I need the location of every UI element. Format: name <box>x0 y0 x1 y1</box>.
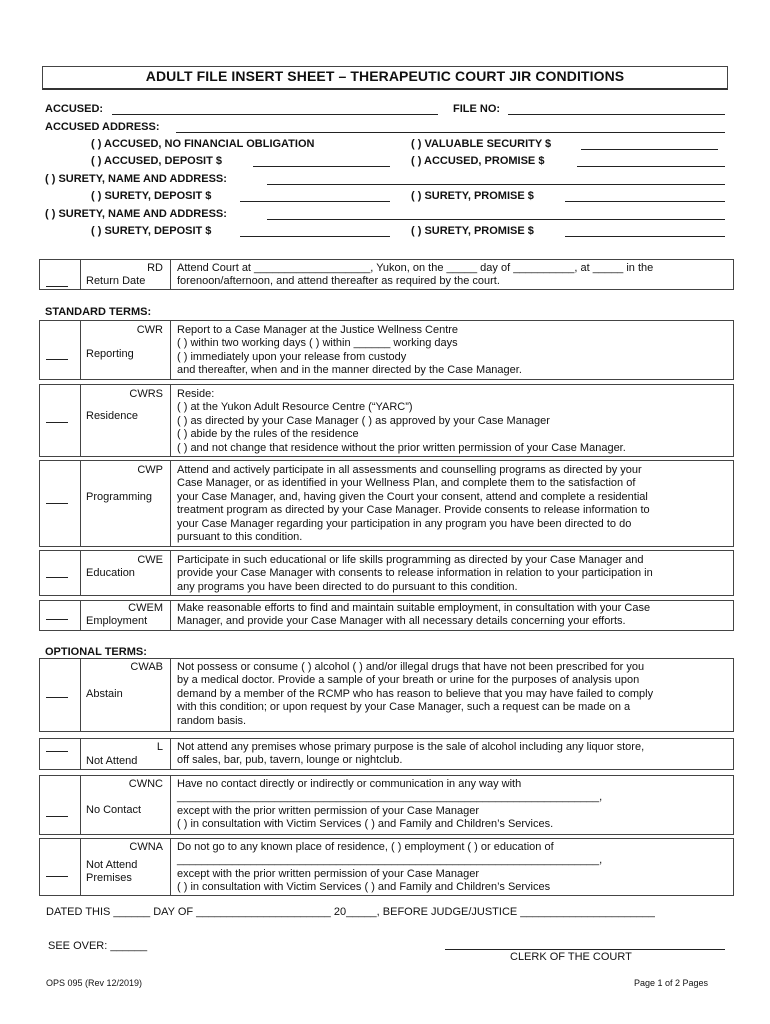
return-date-line1: Attend Court at ___________________, Yukon, on the _____ day of __________, at _____ in the <box>177 262 654 274</box>
condition-l <box>39 738 734 770</box>
file-no-label: FILE NO: <box>453 103 501 115</box>
condition-checkbox[interactable] <box>46 697 68 698</box>
condition-code: CWAB <box>130 661 163 673</box>
condition-line: any programs you have been directed to do pursuant to this condition. <box>177 580 518 593</box>
surety-name-1-option[interactable]: ( ) SURETY, NAME AND ADDRESS: <box>45 173 227 185</box>
return-date-checkbox[interactable] <box>46 286 68 287</box>
condition-label: Residence <box>86 410 138 422</box>
condition-label: Employment <box>86 615 148 627</box>
condition-line[interactable]: ( ) immediately upon your release from custody <box>177 350 407 363</box>
condition-line: Manager, and provide your Case Manager with all necessary details concerning your efforts. <box>177 615 626 628</box>
condition-line[interactable]: Not possess or consume ( ) alcohol ( ) and/or illegal drugs that have not been prescribed for you <box>177 661 645 673</box>
surety-name-2-option[interactable]: ( ) SURETY, NAME AND ADDRESS: <box>45 208 227 220</box>
condition-code: CWR <box>136 324 163 336</box>
condition-label: No Contact <box>86 804 142 816</box>
condition-code: CWNA <box>129 841 163 853</box>
condition-label: Education <box>86 567 135 579</box>
condition-line: treatment program as directed by your Case Manager. Provide consents to release information to <box>177 504 650 517</box>
surety-deposit-1-input[interactable] <box>240 201 390 202</box>
condition-checkbox[interactable] <box>46 422 68 423</box>
surety-promise-1-option[interactable]: ( ) SURETY, PROMISE $ <box>411 190 534 202</box>
condition-line: Attend and actively participate in all assessments and counselling programs as directed by your <box>177 464 642 476</box>
condition-line: provide your Case Manager with consents to release information in relation to your participation in <box>177 567 653 580</box>
form-id: OPS 095 (Rev 12/2019) <box>46 978 143 988</box>
condition-code: CWE <box>137 554 163 566</box>
accused-address-label: ACCUSED ADDRESS: <box>45 121 160 133</box>
condition-line: your Case Manager regarding your participation in any program you have been directed to do <box>177 517 632 530</box>
condition-code: CWNC <box>128 778 163 790</box>
title-box <box>42 66 728 90</box>
condition-line[interactable]: ( ) and not change that residence without the prior written permission of your Case Manager. <box>177 441 626 454</box>
condition-line[interactable]: ( ) at the Yukon Adult Resource Centre (“YARC”) <box>177 401 413 414</box>
see-over[interactable]: SEE OVER: ______ <box>48 940 148 952</box>
surety-name-1-input[interactable] <box>267 184 725 185</box>
condition-cwe <box>39 550 734 596</box>
condition-line[interactable]: _____________________________________________________________________, <box>177 791 603 804</box>
valuable-security-input[interactable] <box>581 149 718 150</box>
condition-label: Not Attend <box>86 755 138 767</box>
file-no-input[interactable] <box>508 114 725 115</box>
condition-label: Not Attend <box>86 859 138 871</box>
condition-code: L <box>156 741 163 753</box>
dated-line[interactable]: DATED THIS ______ DAY OF ______________________ 20_____, BEFORE JUDGE/JUSTICE ______________________ <box>46 906 655 918</box>
condition-line[interactable]: ( ) abide by the rules of the residence <box>177 428 359 441</box>
standard-terms-heading: STANDARD TERMS: <box>45 306 152 318</box>
condition-line: Participate in such educational or life skills programming as directed by your Case Manager and <box>177 554 644 566</box>
surety-name-2-input[interactable] <box>267 219 725 220</box>
condition-line: your Case Manager, and, having given the Court your consent, attend and complete a residential <box>177 490 648 503</box>
condition-label: Abstain <box>86 688 123 700</box>
condition-cwr <box>39 320 734 380</box>
optional-terms-heading: OPTIONAL TERMS: <box>45 646 147 658</box>
condition-line: Have no contact directly or indirectly or communication in any way with <box>177 778 522 790</box>
accused-address-input[interactable] <box>176 132 725 133</box>
condition-line: random basis. <box>177 714 247 727</box>
condition-cwab <box>39 658 734 732</box>
condition-cwrs <box>39 384 734 457</box>
condition-line: off sales, bar, pub, tavern, lounge or nightclub. <box>177 754 403 767</box>
condition-line[interactable]: ( ) in consultation with Victim Services ( ) and Family and Children’s Services. <box>177 818 554 831</box>
condition-line: Make reasonable efforts to find and maintain suitable employment, in consultation with your Case <box>177 602 651 614</box>
condition-line[interactable]: ( ) in consultation with Victim Services ( ) and Family and Children’s Services <box>177 881 551 894</box>
accused-deposit-option[interactable]: ( ) ACCUSED, DEPOSIT $ <box>91 155 222 167</box>
condition-line: Report to a Case Manager at the Justice Wellness Centre <box>177 324 459 336</box>
surety-deposit-1-option[interactable]: ( ) SURETY, DEPOSIT $ <box>91 190 212 202</box>
condition-checkbox[interactable] <box>46 359 68 360</box>
condition-checkbox[interactable] <box>46 503 68 504</box>
clerk-signature-line[interactable] <box>445 949 725 950</box>
condition-label: Reporting <box>86 348 134 360</box>
condition-cwnc <box>39 775 734 835</box>
condition-line: Case Manager, or as identified in your Wellness Plan, and complete them to the satisfaction of <box>177 477 636 490</box>
condition-line: pursuant to this condition. <box>177 531 303 544</box>
condition-cwna <box>39 838 734 896</box>
condition-line[interactable]: _____________________________________________________________________, <box>177 854 603 867</box>
no-financial-option[interactable]: ( ) ACCUSED, NO FINANCIAL OBLIGATION <box>91 138 315 150</box>
condition-checkbox[interactable] <box>46 751 68 752</box>
accused-promise-option[interactable]: ( ) ACCUSED, PROMISE $ <box>411 155 545 167</box>
condition-checkbox[interactable] <box>46 876 68 877</box>
valuable-security-option[interactable]: ( ) VALUABLE SECURITY $ <box>411 138 552 150</box>
condition-line: by a medical doctor. Provide a sample of your breath or urine for the purposes of analysis upon <box>177 674 640 687</box>
condition-line: demand by a member of the RCMP who has reason to believe that you may have failed to comply <box>177 687 654 700</box>
condition-line: except with the prior written permission of your Case Manager <box>177 867 480 880</box>
condition-line[interactable]: ( ) within two working days ( ) within ______ working days <box>177 337 458 350</box>
condition-code: CWEM <box>128 602 163 614</box>
accused-promise-input[interactable] <box>577 166 725 167</box>
page-title: ADULT FILE INSERT SHEET – THERAPEUTIC COURT JIR CONDITIONS <box>145 68 625 84</box>
surety-deposit-2-option[interactable]: ( ) SURETY, DEPOSIT $ <box>91 225 212 237</box>
condition-label: Programming <box>86 491 153 503</box>
surety-promise-2-input[interactable] <box>565 236 725 237</box>
condition-line: Reside: <box>177 388 215 400</box>
condition-line: except with the prior written permission of your Case Manager <box>177 804 480 817</box>
surety-promise-2-option[interactable]: ( ) SURETY, PROMISE $ <box>411 225 534 237</box>
return-date-box <box>39 259 734 290</box>
condition-label: Premises <box>86 872 132 884</box>
surety-promise-1-input[interactable] <box>565 201 725 202</box>
condition-line: with this condition; or upon request by your Case Manager, such a request can be made on a <box>177 701 631 714</box>
return-date-code: RD <box>147 262 163 274</box>
condition-line: and thereafter, when and in the manner directed by the Case Manager. <box>177 364 522 377</box>
condition-cwp <box>39 460 734 547</box>
surety-deposit-2-input[interactable] <box>240 236 390 237</box>
return-date-line2: forenoon/afternoon, and attend thereafter as required by the court. <box>177 275 500 288</box>
page-number: Page 1 of 2 Pages <box>634 978 709 988</box>
condition-checkbox[interactable] <box>46 619 68 620</box>
accused-deposit-input[interactable] <box>253 166 390 167</box>
condition-cwem <box>39 600 734 631</box>
accused-label: ACCUSED: <box>45 103 104 115</box>
condition-checkbox[interactable] <box>46 577 68 578</box>
condition-line: Not attend any premises whose primary purpose is the sale of alcohol including any liquor store, <box>177 741 645 753</box>
condition-code: CWP <box>137 464 163 476</box>
clerk-label: CLERK OF THE COURT <box>510 951 632 963</box>
condition-line[interactable]: ( ) as directed by your Case Manager ( ) as approved by your Case Manager <box>177 414 550 427</box>
accused-input[interactable] <box>112 114 438 115</box>
condition-checkbox[interactable] <box>46 816 68 817</box>
return-date-label: Return Date <box>86 275 146 287</box>
condition-line[interactable]: Do not go to any known place of residence, ( ) employment ( ) or education of <box>177 841 554 853</box>
condition-code: CWRS <box>129 388 163 400</box>
